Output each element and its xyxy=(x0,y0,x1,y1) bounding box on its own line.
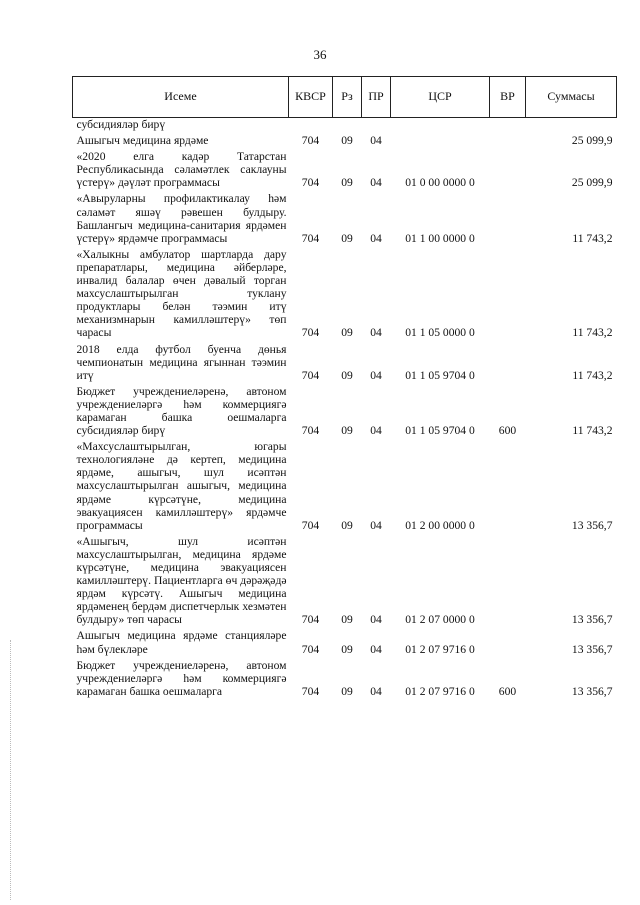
row-csr: 01 1 00 0000 0 xyxy=(405,231,475,245)
header-csr: ЦСР xyxy=(391,77,490,118)
row-sum: 11 743,2 xyxy=(572,424,613,438)
row-vr xyxy=(490,245,526,340)
row-csr: 01 2 07 9716 0 xyxy=(405,684,475,698)
table-row xyxy=(73,147,617,189)
row-sum: 13 356,7 xyxy=(571,613,613,627)
row-kvsr: 704 xyxy=(301,424,320,438)
row-csr: 01 1 05 9704 0 xyxy=(405,368,475,382)
row-vr xyxy=(490,437,526,532)
row-name: «Махсуслаштырылган, югары технологияләне дә кертеп, медицина ярдәме, ашыгыч, шул исәптән махсуслаштырылган ашыгыч, медицина ярдәме күрсәтүне, медицина эвакуациясен камилләштерү» ярдәмче программасы xyxy=(76,440,287,532)
row-rz: 09 xyxy=(341,326,353,340)
row-kvsr: 704 xyxy=(301,231,320,245)
row-pr: 04 xyxy=(370,424,382,438)
row-rz: 09 xyxy=(341,231,353,245)
row-kvsr: 704 xyxy=(301,134,320,148)
row-sum: 11 743,2 xyxy=(572,326,613,340)
row-pr: 04 xyxy=(370,368,382,382)
row-kvsr: 704 xyxy=(301,368,320,382)
row-csr xyxy=(391,131,490,147)
row-vr: 600 xyxy=(498,424,517,438)
row-name: «Авыруларны профилактикалау һәм сәламәт яшәү рәвешен булдыру. Башлангыч медицина-санитария ярдәмен үстерү» ярдәмче программасы xyxy=(76,192,287,245)
row-name: «Халыкны амбулатор шартларда дару препаратлары, медицина әйберләре, инвалид балалар өчен дәвалый торган махсуслаштырылган туклану продуктлары белән тәэмин итү механизмнарын камилләштерү» төп чарасы xyxy=(76,247,287,340)
row-rz: 09 xyxy=(341,134,353,148)
table-row xyxy=(73,189,617,244)
row-csr: 01 1 05 9704 0 xyxy=(405,424,475,438)
row-sum: 11 743,2 xyxy=(572,368,613,382)
row-sum: 13 356,7 xyxy=(571,684,613,698)
row-rz: 09 xyxy=(341,368,353,382)
row-rz: 09 xyxy=(341,613,353,627)
row-rz: 09 xyxy=(341,518,353,532)
table-row xyxy=(73,532,617,627)
row-sum: 13 356,7 xyxy=(571,518,613,532)
header-name: Исеме xyxy=(73,77,289,118)
row-name: Бюджет учреждениеләренә, автоном учреждениеләргә һәм коммерциягә карамаган башка оешмаларга субсидияләр бирү xyxy=(76,384,287,438)
row-name: «2020 елга кадәр Татарстан Республикасында сәламәтлек саклауны үстерү» дәүләт программасы xyxy=(76,150,287,190)
budget-table xyxy=(72,76,617,698)
row-vr: 600 xyxy=(498,684,517,698)
row-rz: 09 xyxy=(341,642,353,656)
table-row xyxy=(73,626,617,655)
row-name: Ашыгыч медицина ярдәме станцияләре һәм бүлекләре xyxy=(76,629,287,656)
row-vr xyxy=(490,340,526,382)
row-csr: 01 1 05 0000 0 xyxy=(405,326,475,340)
row-pr: 04 xyxy=(370,518,382,532)
row-sum: 13 356,7 xyxy=(571,642,613,656)
header-sum: Суммасы xyxy=(526,77,617,118)
row-csr: 01 2 07 9716 0 xyxy=(405,642,475,656)
row-pr: 04 xyxy=(370,642,382,656)
header-rz: Рз xyxy=(333,77,362,118)
row-pr: 04 xyxy=(370,134,382,148)
row-kvsr: 704 xyxy=(301,684,320,698)
row-sum: 11 743,2 xyxy=(572,231,613,245)
row-kvsr: 704 xyxy=(301,642,320,656)
header-vr: ВР xyxy=(490,77,526,118)
row-rz: 09 xyxy=(341,424,353,438)
row-name: Бюджет учреждениеләренә, автоном учреждениеләргә һәм коммерциягә карамаган башка оешмаларга xyxy=(76,658,287,698)
table-row xyxy=(73,340,617,382)
continuation-row xyxy=(73,118,617,132)
row-name: 2018 елда футбол буенча дөнья чемпионатын медицина ягыннан тәэмин итү xyxy=(76,342,287,382)
row-vr xyxy=(490,532,526,627)
row-rz: 09 xyxy=(341,684,353,698)
header-kvsr: КВСР xyxy=(289,77,333,118)
row-vr xyxy=(490,189,526,244)
row-vr xyxy=(490,147,526,189)
row-pr: 04 xyxy=(370,613,382,627)
margin-scan-artifact xyxy=(10,640,13,900)
row-pr: 04 xyxy=(370,326,382,340)
row-kvsr: 704 xyxy=(301,518,320,532)
row-name: «Ашыгыч, шул исәптән махсуслаштырылган, медицина ярдәме күрсәтүне, медицина эвакуациясен камилләштерү. Пациентларга өч дәрәҗәдә ярдәм күрсәтү. Ашыгыч медицина ярдәменең бердәм диспетчерлык хезмәтен булдыру» төп чарасы xyxy=(76,534,287,627)
row-vr xyxy=(490,626,526,655)
row-kvsr: 704 xyxy=(301,176,320,190)
row-pr: 04 xyxy=(370,231,382,245)
table-row xyxy=(73,382,617,437)
row-sum: 25 099,9 xyxy=(571,134,613,148)
row-kvsr: 704 xyxy=(301,613,320,627)
row-csr: 01 2 00 0000 0 xyxy=(405,518,475,532)
row-vr xyxy=(490,131,526,147)
row-pr: 04 xyxy=(370,176,382,190)
table-row xyxy=(73,437,617,532)
row-name: Ашыгыч медицина ярдәме xyxy=(76,134,209,148)
page-number: 36 xyxy=(313,47,327,62)
continuation-text: субсидияләр бирү xyxy=(76,118,166,131)
table-row xyxy=(73,131,617,147)
row-pr: 04 xyxy=(370,684,382,698)
row-csr: 01 0 00 0000 0 xyxy=(405,176,475,190)
row-sum: 25 099,9 xyxy=(571,176,613,190)
table-row xyxy=(73,245,617,340)
row-rz: 09 xyxy=(341,176,353,190)
table-row xyxy=(73,656,617,698)
row-csr: 01 2 07 0000 0 xyxy=(405,613,475,627)
table-header-row xyxy=(73,77,617,118)
row-kvsr: 704 xyxy=(301,326,320,340)
header-pr: ПР xyxy=(362,77,391,118)
